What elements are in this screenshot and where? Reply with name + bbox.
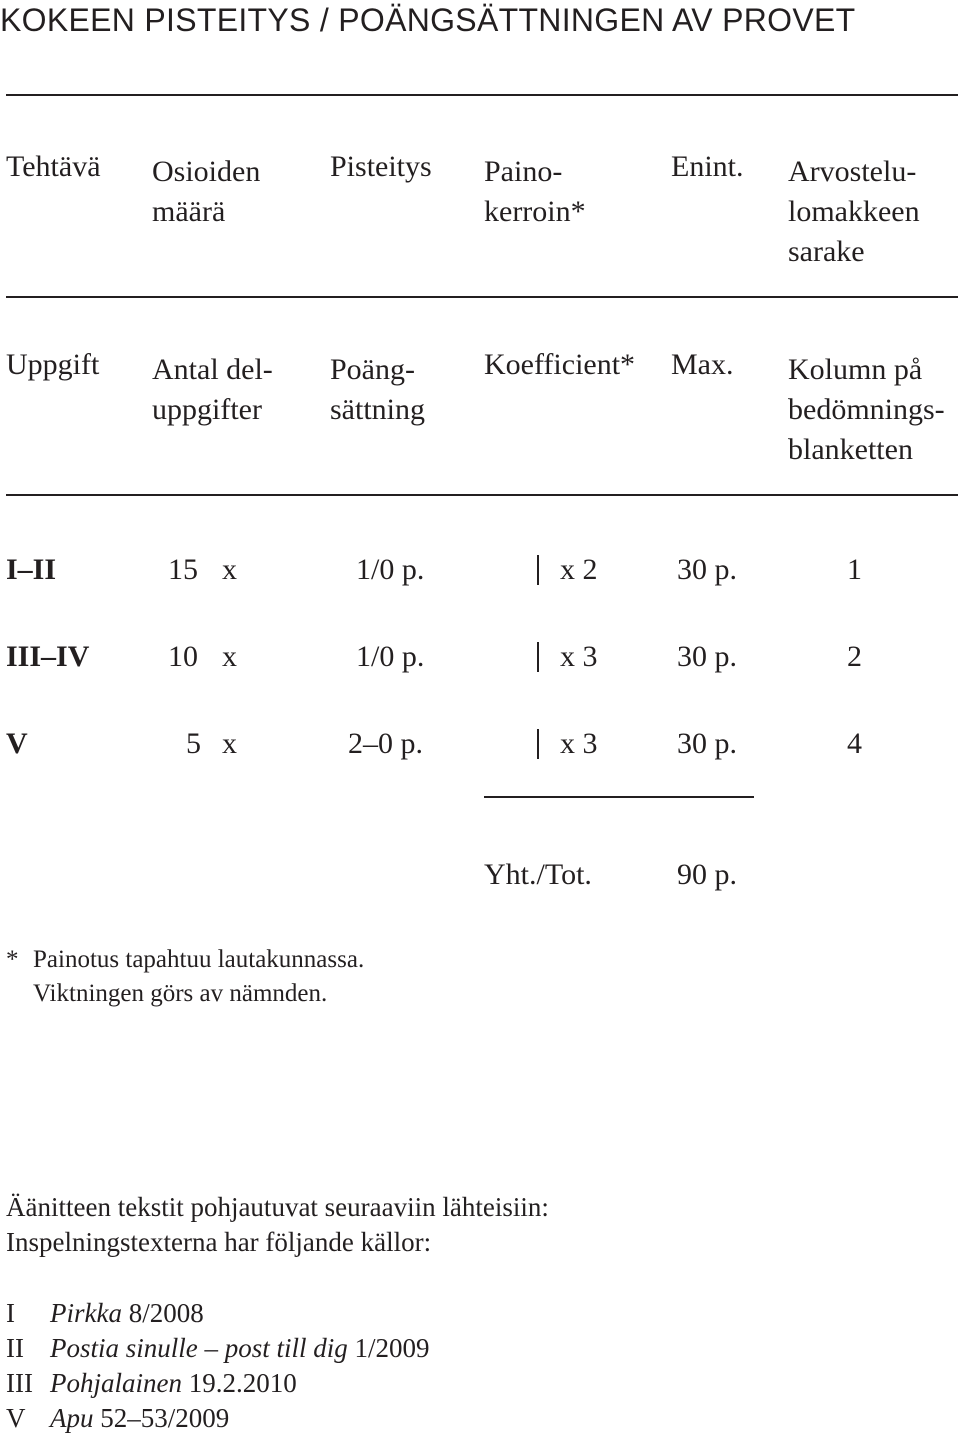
source-label: V [6, 1403, 26, 1433]
row-max: 30 p. [677, 640, 737, 673]
row-points: 1/0 p. [356, 553, 425, 586]
source-item [50, 1401, 229, 1436]
total-label: Yht./Tot. [484, 858, 592, 891]
source-label: I [6, 1298, 15, 1328]
row-separator [537, 555, 539, 585]
sources-intro-fi: Äänitteen tekstit pohjautuvat seuraaviin lähteisiin: [6, 1192, 549, 1222]
row-column: 1 [847, 553, 862, 586]
row-weight: x 3 [560, 727, 598, 760]
header-fi-parts-line: määrä [152, 195, 226, 228]
footnote-star: * [6, 946, 19, 973]
source-issue: 19.2.2010 [181, 1368, 297, 1398]
row-separator [537, 642, 539, 672]
row-task: V [6, 727, 28, 760]
header-sv-column-line: bedömnings- [788, 393, 945, 426]
header-sv-parts-line: Antal del- [152, 353, 273, 386]
row-times: x [222, 640, 237, 673]
header-sv-task: Uppgift [6, 348, 100, 381]
header-sv-scoring-line: Poäng- [330, 353, 415, 386]
total-value: 90 p. [677, 858, 737, 891]
row-task: III–IV [6, 640, 90, 673]
header-sv-column-line: blanketten [788, 433, 913, 466]
header-sv-column [788, 350, 945, 470]
header-fi-weight [484, 152, 586, 232]
source-title: Pirkka [50, 1298, 122, 1328]
header-fi-column-line: sarake [788, 235, 865, 268]
footnote-sv: Viktningen görs av nämnden. [33, 980, 328, 1007]
row-count: 5 [186, 727, 201, 760]
source-issue: 1/2009 [347, 1333, 430, 1363]
source-label: II [6, 1333, 24, 1363]
header-fi-column [788, 152, 920, 272]
row-task: I–II [6, 553, 57, 586]
header-sv-parts [152, 350, 273, 430]
header-fi-weight-line: Paino- [484, 155, 563, 188]
source-title: Postia sinulle – post till dig [50, 1333, 348, 1363]
row-count: 15 [168, 553, 198, 586]
header-sv-scoring [330, 350, 425, 430]
source-item [50, 1331, 430, 1366]
source-issue: 8/2008 [121, 1298, 204, 1328]
row-points: 2–0 p. [348, 727, 423, 760]
header-sv-parts-line: uppgifter [152, 393, 262, 426]
source-issue: 52–53/2009 [93, 1403, 230, 1433]
source-item [50, 1366, 297, 1401]
header-fi-column-line: lomakkeen [788, 195, 920, 228]
header-fi-task: Tehtävä [6, 150, 101, 183]
header-sv-column-line: Kolumn på [788, 353, 923, 386]
row-max: 30 p. [677, 727, 737, 760]
row-weight: x 3 [560, 640, 598, 673]
divider-header-fi [6, 296, 958, 298]
row-points: 1/0 p. [356, 640, 425, 673]
source-label: III [6, 1368, 33, 1398]
row-times: x [222, 553, 237, 586]
header-fi-column-line: Arvostelu- [788, 155, 917, 188]
source-title: Pohjalainen [50, 1368, 182, 1398]
source-title: Apu [50, 1403, 94, 1433]
row-column: 2 [847, 640, 862, 673]
header-fi-parts-line: Osioiden [152, 155, 261, 188]
header-fi-weight-line: kerroin* [484, 195, 586, 228]
page-title: KOKEEN PISTEITYS / POÄNGSÄTTNINGEN AV PROVET [0, 2, 856, 38]
source-item [50, 1296, 204, 1331]
header-sv-scoring-line: sättning [330, 393, 425, 426]
footnote-fi: Painotus tapahtuu lautakunnassa. [33, 946, 365, 973]
row-count: 10 [168, 640, 198, 673]
header-sv-max: Max. [671, 348, 734, 381]
row-separator [537, 729, 539, 759]
header-fi-max: Enint. [671, 150, 744, 183]
header-fi-scoring: Pisteitys [330, 150, 432, 183]
row-weight: x 2 [560, 553, 598, 586]
row-times: x [222, 727, 237, 760]
row-max: 30 p. [677, 553, 737, 586]
divider-header-sv [6, 494, 958, 496]
divider-top [6, 94, 958, 96]
divider-total [484, 796, 754, 798]
header-fi-parts [152, 152, 260, 232]
header-sv-weight: Koefficient* [484, 348, 636, 381]
row-column: 4 [847, 727, 862, 760]
sources-intro-sv: Inspelningstexterna har följande källor: [6, 1227, 432, 1257]
